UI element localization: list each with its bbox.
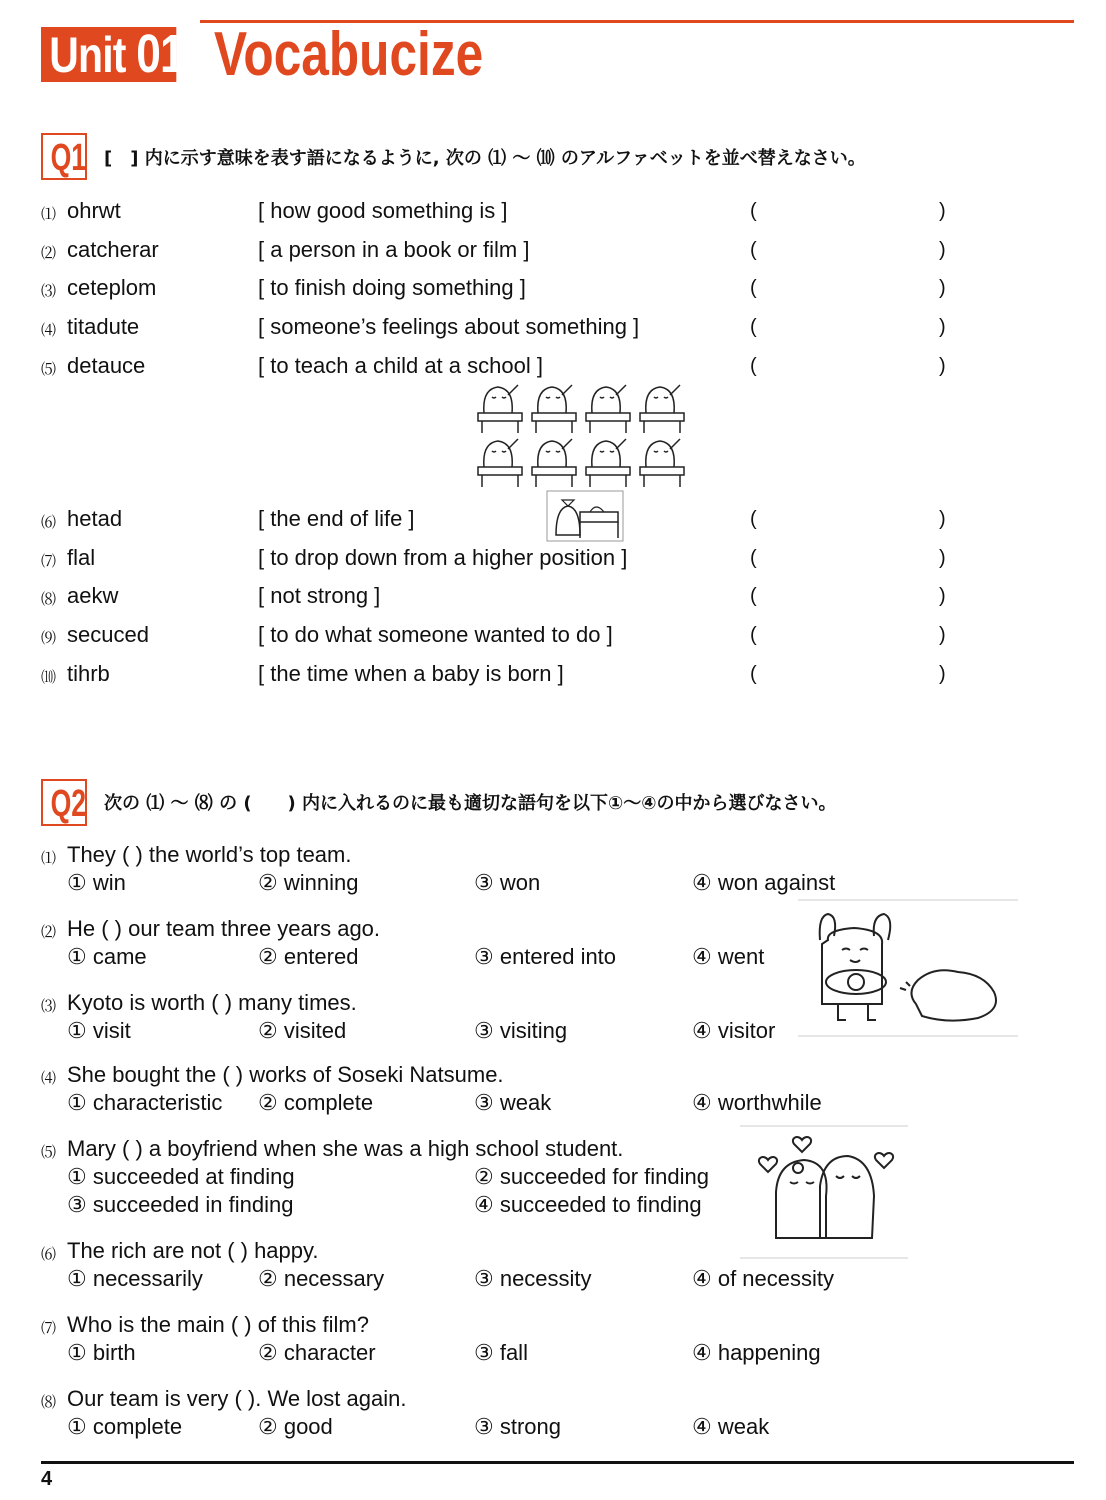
- q2-option-1[interactable]: ① birth: [67, 1340, 136, 1365]
- q2-option-3[interactable]: ③ fall: [474, 1340, 528, 1365]
- answer-blank-open[interactable]: (: [750, 508, 757, 530]
- q2-stem: Mary ( ) a boyfriend when she was a high school student.: [67, 1136, 624, 1161]
- q2-option-3[interactable]: ③ won: [474, 870, 541, 895]
- unit-badge: [41, 24, 184, 84]
- answer-blank-close[interactable]: ): [939, 355, 946, 377]
- q2-stem: He ( ) our team three years ago.: [67, 916, 381, 941]
- page-title: Vocabucize: [214, 20, 484, 89]
- q2-option-1[interactable]: ① complete: [67, 1414, 183, 1439]
- q2-option-4[interactable]: ④ went: [692, 944, 765, 969]
- student-at-desk: [640, 439, 684, 487]
- q1-meaning: [ someone’s feelings about something ]: [258, 314, 640, 339]
- q2-instruction: 次の ⑴ 〜 ⑻ の ( ) 内に入れるのに最も適切な語句を以下①〜④の中から選びなさい。: [104, 793, 837, 814]
- answer-blank-close[interactable]: ): [939, 663, 946, 685]
- classroom-illustration: [474, 383, 690, 491]
- q2-option-3[interactable]: ③ strong: [474, 1414, 561, 1439]
- q1-item-number: ⑷: [41, 322, 57, 339]
- student-at-desk: [478, 439, 522, 487]
- q2-option-1[interactable]: ① came: [67, 944, 147, 969]
- q1-item-4: [41, 314, 961, 348]
- couple-illustration: [740, 1126, 908, 1258]
- q1-meaning: [ how good something is ]: [258, 198, 508, 223]
- q2-option-3[interactable]: ③ succeeded in finding: [67, 1192, 294, 1217]
- student-at-desk: [640, 385, 684, 433]
- q2-item-number: ⑹: [41, 1246, 57, 1263]
- q2-option-2[interactable]: ② complete: [258, 1090, 374, 1115]
- q2-item-number: ⑵: [41, 924, 57, 941]
- answer-blank-close[interactable]: ): [939, 239, 946, 261]
- footer-rule: [41, 1461, 1074, 1464]
- q2-item-number: ⑸: [41, 1144, 57, 1161]
- q1-item-number: ⑺: [41, 553, 57, 570]
- answer-blank-close[interactable]: ): [939, 200, 946, 222]
- student-at-desk: [586, 439, 630, 487]
- q2-stem: Our team is very ( ). We lost again.: [67, 1386, 407, 1411]
- q2-option-4[interactable]: ④ of necessity: [692, 1266, 835, 1291]
- q2-option-2[interactable]: ② entered: [258, 944, 359, 969]
- unit-number: 01: [136, 24, 184, 84]
- q2-option-1[interactable]: ① characteristic: [67, 1090, 223, 1115]
- q2-item-number: ⑺: [41, 1320, 57, 1337]
- q1-item-1: [41, 198, 961, 232]
- q1-item-8: [41, 583, 961, 617]
- q1-scrambled-word: tihrb: [67, 661, 110, 686]
- q1-item-number: ⑼: [41, 630, 57, 647]
- q2-option-1[interactable]: ① succeeded at finding: [67, 1164, 295, 1189]
- teacher-desk-illustration: [546, 490, 624, 542]
- q1-instruction: [ ] 内に示す意味を表す語になるように, 次の ⑴ 〜 ⑽ のアルファベットを並べ替えなさい。: [104, 148, 866, 169]
- student-at-desk: [586, 385, 630, 433]
- answer-blank-open[interactable]: (: [750, 355, 757, 377]
- q1-meaning: [ to finish doing something ]: [258, 275, 526, 300]
- q2-option-2[interactable]: ② succeeded for finding: [474, 1164, 709, 1189]
- answer-blank-close[interactable]: ): [939, 585, 946, 607]
- q2-stem: Kyoto is worth ( ) many times.: [67, 990, 357, 1015]
- q1-meaning: [ to drop down from a higher position ]: [258, 545, 628, 570]
- q1-meaning: [ the end of life ]: [258, 506, 415, 531]
- q2-option-4[interactable]: ④ won against: [692, 870, 836, 895]
- page-number: 4: [41, 1468, 53, 1490]
- answer-blank-open[interactable]: (: [750, 316, 757, 338]
- q2-option-2[interactable]: ② good: [258, 1414, 333, 1439]
- q2-item-number: ⑴: [41, 850, 57, 867]
- q2-option-2[interactable]: ② necessary: [258, 1266, 385, 1291]
- q1-scrambled-word: secuced: [67, 622, 149, 647]
- student-at-desk: [532, 385, 576, 433]
- q1-scrambled-word: hetad: [67, 506, 123, 531]
- q2-option-3[interactable]: ③ visiting: [474, 1018, 568, 1043]
- answer-blank-open[interactable]: (: [750, 547, 757, 569]
- q1-label: Q1: [41, 133, 87, 180]
- q2-item-number: ⑻: [41, 1394, 57, 1411]
- answer-blank-close[interactable]: ): [939, 277, 946, 299]
- q1-item-number: ⑶: [41, 283, 57, 300]
- q2-option-3[interactable]: ③ necessity: [474, 1266, 592, 1291]
- answer-blank-close[interactable]: ): [939, 624, 946, 646]
- answer-blank-open[interactable]: (: [750, 585, 757, 607]
- q2-option-4[interactable]: ④ weak: [692, 1414, 770, 1439]
- q2-option-2[interactable]: ② character: [258, 1340, 376, 1365]
- q1-scrambled-word: detauce: [67, 353, 146, 378]
- q1-item-9: [41, 622, 961, 656]
- q2-option-4[interactable]: ④ visitor: [692, 1018, 776, 1043]
- q2-label: Q2: [41, 779, 87, 826]
- q2-item-number: ⑶: [41, 998, 57, 1015]
- q2-option-2[interactable]: ② visited: [258, 1018, 347, 1043]
- q1-meaning: [ a person in a book or film ]: [258, 237, 530, 262]
- q1-scrambled-word: flal: [67, 545, 96, 570]
- q2-option-1[interactable]: ① visit: [67, 1018, 131, 1043]
- q2-option-1[interactable]: ① necessarily: [67, 1266, 203, 1291]
- q2-option-3[interactable]: ③ weak: [474, 1090, 552, 1115]
- q2-stem: The rich are not ( ) happy.: [67, 1238, 319, 1263]
- answer-blank-close[interactable]: ): [939, 508, 946, 530]
- student-at-desk: [532, 439, 576, 487]
- q2-option-4[interactable]: ④ succeeded to finding: [474, 1192, 702, 1217]
- student-at-desk: [478, 385, 522, 433]
- answer-blank-open[interactable]: (: [750, 277, 757, 299]
- q1-item-number: ⑻: [41, 591, 57, 608]
- q2-item-number: ⑷: [41, 1070, 57, 1087]
- q2-option-4[interactable]: ④ worthwhile: [692, 1090, 822, 1115]
- q1-item-number: ⑹: [41, 514, 57, 531]
- answer-blank-open[interactable]: (: [750, 200, 757, 222]
- q1-scrambled-word: ohrwt: [67, 198, 121, 223]
- q1-item-number: ⑸: [41, 361, 57, 378]
- answer-blank-close[interactable]: ): [939, 547, 946, 569]
- unit-label: Unit: [49, 27, 126, 83]
- q1-scrambled-word: aekw: [67, 583, 119, 608]
- q2-option-2[interactable]: ② winning: [258, 870, 359, 895]
- answer-blank-close[interactable]: ): [939, 316, 946, 338]
- q2-option-3[interactable]: ③ entered into: [474, 944, 617, 969]
- q1-item-number: ⑵: [41, 245, 57, 262]
- q1-scrambled-word: ceteplom: [67, 275, 157, 300]
- q1-item-5: [41, 353, 961, 387]
- answer-blank-open[interactable]: (: [750, 624, 757, 646]
- q1-meaning: [ to teach a child at a school ]: [258, 353, 543, 378]
- q1-item-6: [41, 506, 961, 540]
- q1-item-2: [41, 237, 961, 271]
- q1-meaning: [ the time when a baby is born ]: [258, 661, 564, 686]
- q2-stem: They ( ) the world’s top team.: [67, 842, 352, 867]
- q1-item-number: ⑽: [41, 669, 57, 686]
- answer-blank-open[interactable]: (: [750, 663, 757, 685]
- q2-stem: Who is the main ( ) of this film?: [67, 1312, 369, 1337]
- answer-blank-open[interactable]: (: [750, 239, 757, 261]
- q2-option-1[interactable]: ① win: [67, 870, 126, 895]
- q1-meaning: [ not strong ]: [258, 583, 381, 608]
- q1-scrambled-word: titadute: [67, 314, 140, 339]
- q2-option-4[interactable]: ④ happening: [692, 1340, 821, 1365]
- q1-item-10: [41, 661, 961, 695]
- q1-item-3: [41, 275, 961, 309]
- q1-scrambled-word: catcherar: [67, 237, 159, 262]
- q1-item-number: ⑴: [41, 206, 57, 223]
- q1-meaning: [ to do what someone wanted to do ]: [258, 622, 613, 647]
- q2-stem: She bought the ( ) works of Soseki Natsume.: [67, 1062, 504, 1087]
- q1-item-7: [41, 545, 961, 579]
- champion-illustration: [798, 900, 1018, 1036]
